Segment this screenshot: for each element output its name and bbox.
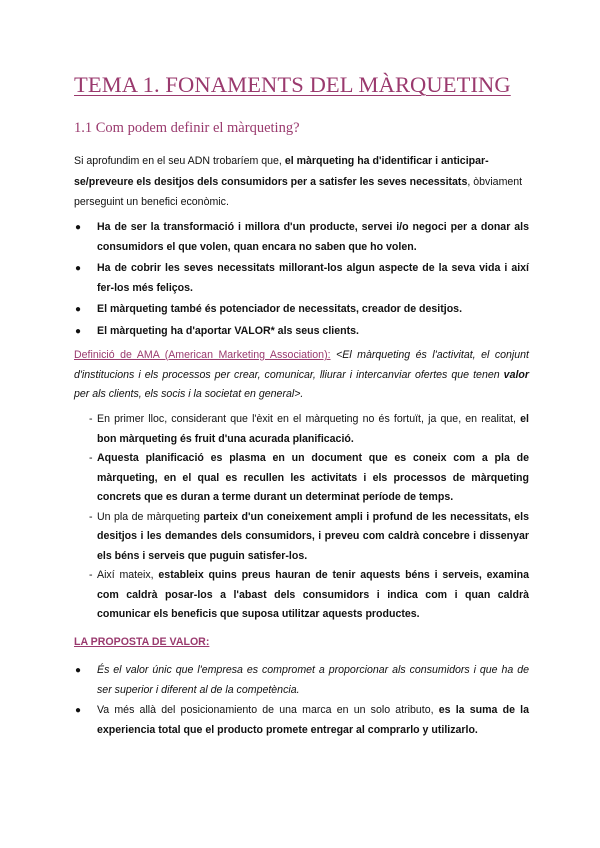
value-proposition-heading: LA PROPOSTA DE VALOR: (74, 636, 210, 648)
list-item (74, 566, 529, 625)
list-item-text: Ha de ser la transformació i millora d'un producte, servei i/o negoci per a donar als consumidors el que volen, quan encara no saben que ho volen. (97, 221, 529, 253)
list-item-bold: parteix d'un coneixement ampli i profund de les necessitats, els desitjos i les demandes dels consumidors, i preveu com caldrà concebre i dissenyar els béns i serveis que puguin satisfer-los. (97, 510, 529, 562)
page-title: TEMA 1. FONAMENTS DEL MÀRQUETING (74, 72, 511, 97)
intro-text-end: , òbviament perseguint un benefici econòmic. (74, 175, 523, 208)
section-heading: 1.1 Com podem definir el màrqueting? (74, 120, 300, 136)
intro-bold-text: el màrqueting ha d'identificar i anticipar-se/preveure els desitjos dels consumidors per a satisfer les seves necessitats (74, 155, 489, 188)
bullet-icon: ● (75, 325, 82, 337)
list-item (74, 300, 529, 320)
list-item-bold: estableix quins preus hauran de tenir aquests béns i serveis, examina com caldrà posar-los a l'abast dels consumidors i indica com i quan caldrà comunicar els beneficis que suposa utilitzar aquests productes. (97, 569, 529, 620)
dash-icon: - (89, 569, 93, 581)
bullet-icon: ● (75, 665, 82, 676)
list-item (74, 508, 529, 567)
list-item-text: Ha de cobrir les seves necessitats millorant-los algun aspecte de la seva vida i així fer-los més feliços. (97, 262, 529, 294)
list-item-bold: es la suma de la experiencia total que el producto promete entregar al comprarlo y utilizarlo. (97, 704, 529, 736)
dash-list (74, 410, 529, 625)
list-item (74, 410, 529, 449)
list-item-text: En primer lloc, considerant que l'èxit en el màrqueting no és fortuït, ja que, en realitat, (97, 413, 521, 425)
list-item-bold: Aquesta planificació es plasma en un document que es coneix com a pla de màrqueting, en el qual es recullen les activitats i els processos de màrqueting concrets que es duran a terme durant un determinat període de temps. (97, 452, 529, 503)
bullet-list (74, 218, 529, 343)
list-item (74, 218, 529, 257)
ama-definition-link[interactable]: Definició de AMA (American Marketing Association): (74, 349, 331, 361)
list-item-text: El màrqueting ha d'aportar VALOR* als seus clients. (97, 324, 359, 337)
list-item-text: El màrqueting també és potenciador de necessitats, creador de desitjos. (97, 303, 463, 315)
list-item-text: Així mateix, (97, 569, 159, 581)
bullet-icon: ● (75, 222, 82, 233)
list-item-bold: el bon màrqueting és fruit d'una acurada planificació. (97, 413, 529, 445)
definition-quote-end: per als clients, els socis i la societat en general>. (74, 388, 304, 400)
definition-quote-text: <El màrqueting és l'activitat, el conjunt d'institucions i els processos per crear, comunicar, lliurar i intercanviar ofertes que tenen (74, 349, 529, 381)
list-item (74, 701, 529, 740)
list-item-text: Un pla de màrqueting (97, 510, 204, 523)
value-list (74, 661, 529, 741)
bullet-icon: ● (75, 304, 82, 315)
intro-paragraph (74, 151, 529, 213)
ama-definition (74, 346, 529, 405)
bullet-icon: ● (75, 705, 82, 716)
dash-icon: - (89, 413, 93, 425)
dash-icon: - (89, 510, 93, 523)
list-item (74, 449, 529, 508)
intro-text: Si aprofundim en el seu ADN trobaríem que, (74, 155, 285, 167)
list-item (74, 259, 529, 298)
list-item (74, 661, 529, 700)
list-item-text: És el valor únic que l'empresa es compromet a proporcionar als consumidors i que ha de ser superior i diferent al de la competència. (97, 664, 529, 696)
dash-icon: - (89, 452, 93, 464)
bullet-icon: ● (75, 263, 82, 274)
list-item-text: Va més allà del posicionamiento de una marca en un solo atributo, (97, 704, 439, 716)
list-item (74, 322, 529, 342)
definition-quote-bold: valor (503, 368, 529, 381)
